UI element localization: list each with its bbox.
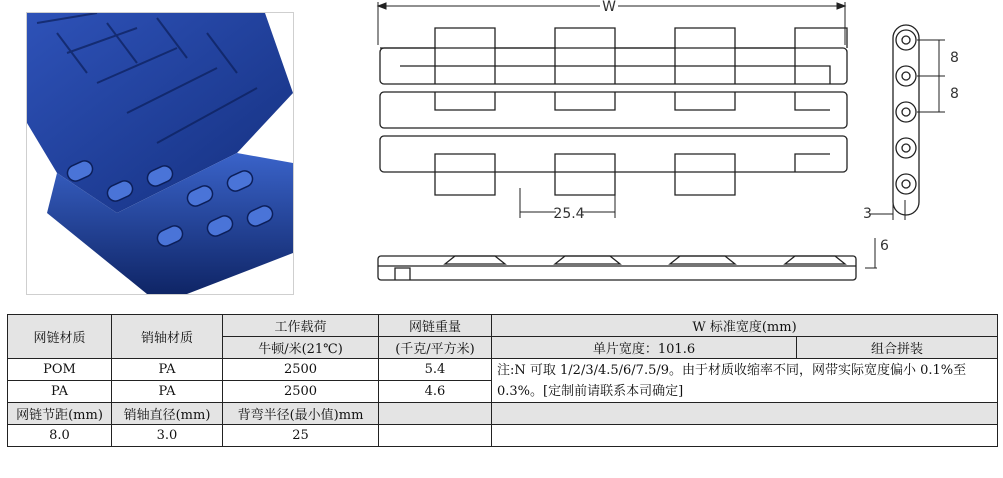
header-weight: 网链重量 bbox=[379, 315, 492, 337]
cell-pin-material: PA bbox=[112, 359, 223, 381]
cell-empty bbox=[379, 425, 492, 447]
table-header-row-3 bbox=[8, 403, 998, 425]
belt-edge-drawing bbox=[370, 240, 870, 290]
spec-table bbox=[7, 314, 998, 447]
header-pitch: 网链节距(mm) bbox=[8, 403, 112, 425]
belt-side-drawing bbox=[855, 0, 965, 275]
header-single-width: 单片宽度：101.6 bbox=[492, 337, 797, 359]
cell-pitch: 8.0 bbox=[8, 425, 112, 447]
header-standard-width: W 标准宽度(mm) bbox=[492, 315, 998, 337]
side-dim-b: 8 bbox=[950, 86, 959, 102]
cell-chain-material: PA bbox=[8, 381, 112, 403]
cell-weight: 5.4 bbox=[379, 359, 492, 381]
table-row bbox=[8, 425, 998, 447]
header-empty bbox=[379, 403, 492, 425]
header-combo: 组合拼装 bbox=[797, 337, 998, 359]
cell-back-bend-radius: 25 bbox=[223, 425, 379, 447]
header-weight-unit: (千克/平方米) bbox=[379, 337, 492, 359]
cell-load: 2500 bbox=[223, 381, 379, 403]
header-pin-material: 销轴材质 bbox=[112, 315, 223, 359]
header-pin-diameter: 销轴直径(mm) bbox=[112, 403, 223, 425]
pitch-dim-label: 25.4 bbox=[553, 206, 585, 222]
table-header-row-1 bbox=[8, 315, 998, 337]
width-dim-label: W bbox=[602, 0, 616, 15]
header-load-unit: 牛顿/米(21℃) bbox=[223, 337, 379, 359]
cell-empty-wide bbox=[492, 425, 998, 447]
cell-chain-material: POM bbox=[8, 359, 112, 381]
header-back-bend-radius: 背弯半径(最小值)mm bbox=[223, 403, 379, 425]
table-row bbox=[8, 359, 998, 381]
header-empty-wide bbox=[492, 403, 998, 425]
width-note: 注:N 可取 1/2/3/4.5/6/7.5/9。由于材质收缩率不同，网带实际宽度偏小 0.1%至 0.3%。[定制前请联系本司确定] bbox=[492, 359, 998, 403]
cell-pin-material: PA bbox=[112, 381, 223, 403]
belt-photo-illustration bbox=[27, 13, 293, 294]
side-dim-a: 8 bbox=[950, 50, 959, 66]
header-load: 工作载荷 bbox=[223, 315, 379, 337]
thickness-dim-label: 6 bbox=[880, 238, 889, 254]
cell-load: 2500 bbox=[223, 359, 379, 381]
side-dim-c: 3 bbox=[863, 206, 872, 222]
header-chain-material: 网链材质 bbox=[8, 315, 112, 359]
cell-pin-diameter: 3.0 bbox=[112, 425, 223, 447]
product-photo bbox=[26, 12, 294, 295]
belt-plan-drawing bbox=[360, 0, 860, 230]
cell-weight: 4.6 bbox=[379, 381, 492, 403]
